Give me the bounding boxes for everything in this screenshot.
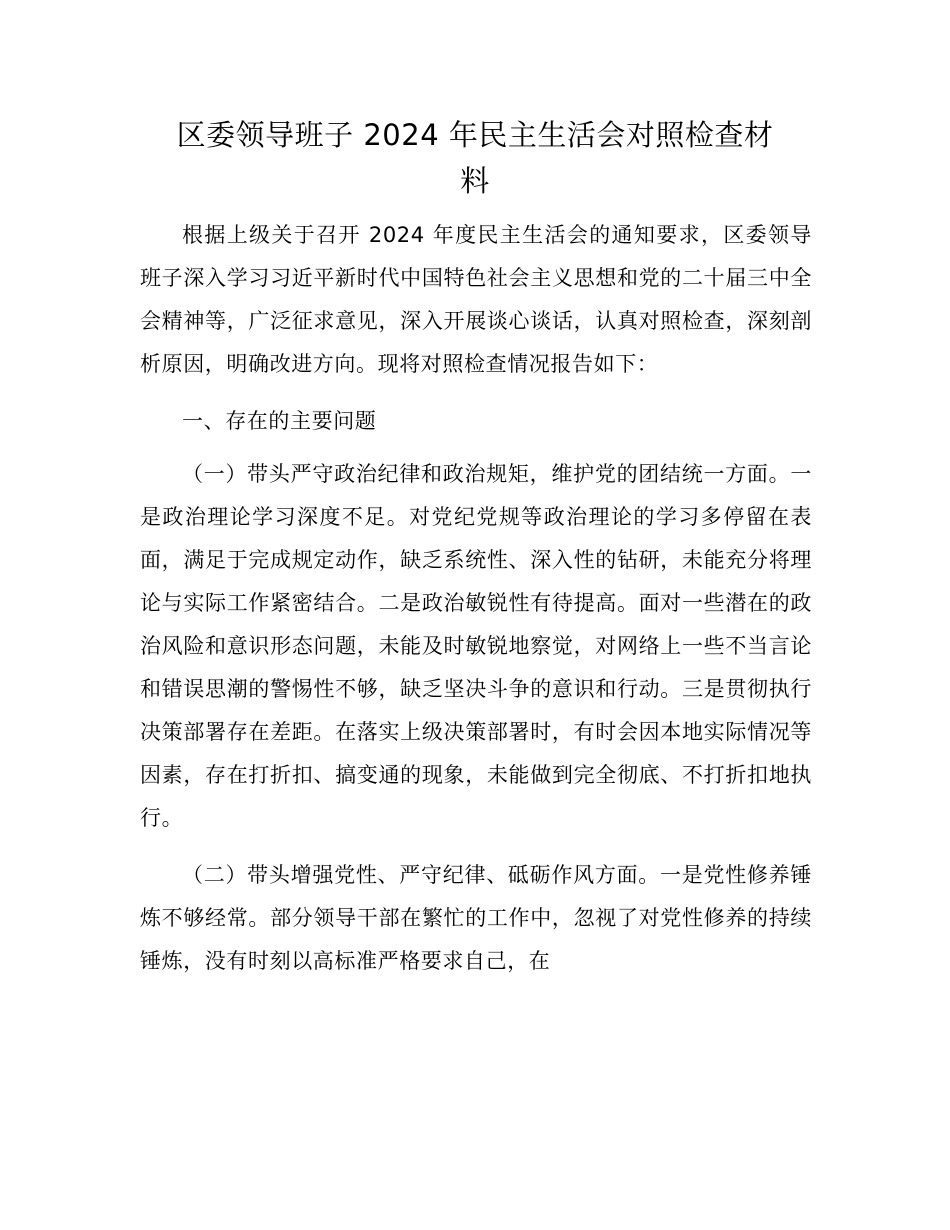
paragraph-party-spirit: （二）带头增强党性、严守纪律、砥砺作风方面。一是党性修养锤炼不够经常。部分领导干部在繁忙的工作中，忽视了对党性修养的持续锤炼，没有时刻以高标准严格要求自己，在 xyxy=(140,863,812,973)
document-title xyxy=(140,112,810,204)
intro-paragraph: 根据上级关于召开 2024 年度民主生活会的通知要求，区委领导班子深入学习习近平新时代中国特色社会主义思想和党的二十届三中全会精神等，广泛征求意见，深入开展谈心谈话，认真对照检查，深刻剖析原因，明确改进方向。现将对照检查情况报告如下： xyxy=(140,223,812,376)
paragraph-political-discipline: （一）带头严守政治纪律和政治规矩，维护党的团结统一方面。一是政治理论学习深度不足。对党纪党规等政治理论的学习多停留在表面，满足于完成规定动作，缺乏系统性、深入性的钻研，未能充分将理论与实际工作紧密结合。二是政治敏锐性有待提高。面对一些潜在的政治风险和意识形态问题，未能及时敏锐地察觉，对网络上一些不当言论和错误思潮的警惕性不够，缺乏坚决斗争的意识和行动。三是贯彻执行决策部署存在差距。在落实上级决策部署时，有时会因本地实际情况等因素，存在打折扣、搞变通的现象，未能做到完全彻底、不打折扣地执行。 xyxy=(140,462,812,830)
document-body xyxy=(140,214,812,997)
title-line-1: 区委领导班子 2024 年民主生活会对照检查材 xyxy=(176,118,774,152)
section-heading-problems: 一、存在的主要问题 xyxy=(182,409,377,433)
title-line-2: 料 xyxy=(460,164,490,198)
